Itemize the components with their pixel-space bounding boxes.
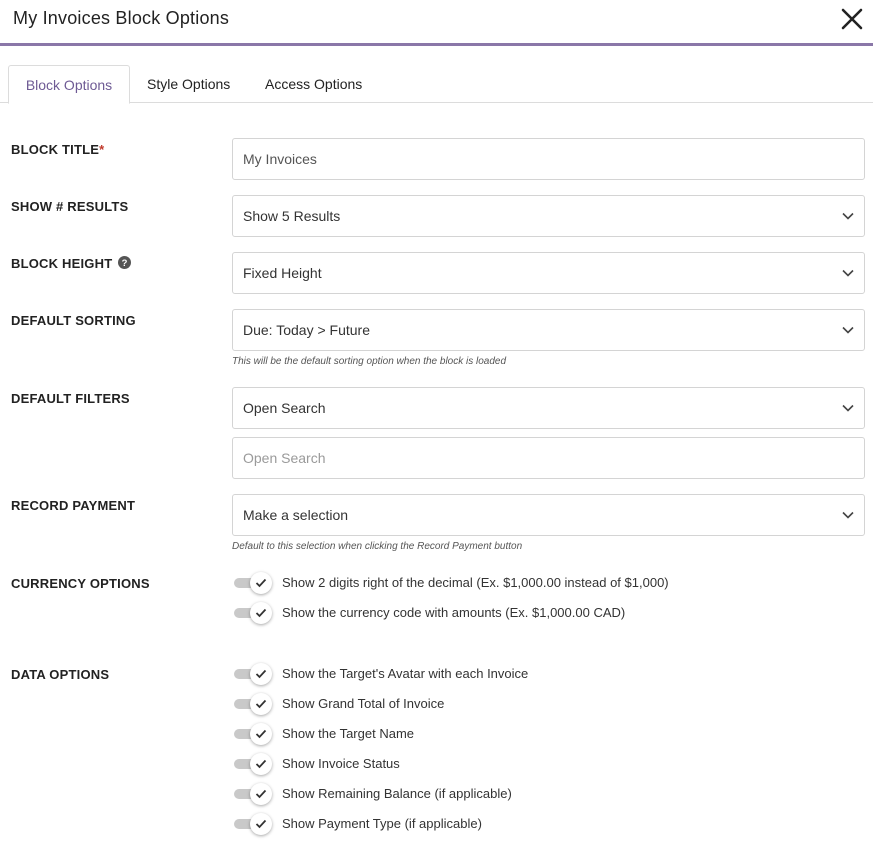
default-sorting-select[interactable] bbox=[232, 309, 865, 351]
grand-total-toggle[interactable] bbox=[233, 693, 273, 715]
avatar-toggle[interactable] bbox=[233, 663, 273, 685]
toggle-knob bbox=[250, 572, 272, 594]
invoice-status-toggle[interactable] bbox=[233, 753, 273, 775]
question-circle-icon[interactable] bbox=[118, 256, 131, 269]
toggle-knob bbox=[250, 753, 272, 775]
check-icon bbox=[255, 759, 267, 769]
payment-type-toggle[interactable] bbox=[233, 813, 273, 835]
toggle-knob bbox=[250, 602, 272, 624]
chevron-down-icon bbox=[842, 325, 854, 335]
record-payment-value: Make a selection bbox=[243, 507, 349, 523]
block-title-value: My Invoices bbox=[243, 151, 317, 167]
chevron-down-icon bbox=[842, 268, 854, 278]
toggle-knob bbox=[250, 723, 272, 745]
check-icon bbox=[255, 819, 267, 829]
remaining-balance-option-label: Show Remaining Balance (if applicable) bbox=[282, 786, 512, 801]
chevron-down-icon bbox=[842, 510, 854, 520]
data-options-label: DATA OPTIONS bbox=[11, 667, 110, 682]
toggle-knob bbox=[250, 663, 272, 685]
default-sorting-hint: This will be the default sorting option when the block is loaded bbox=[232, 356, 507, 367]
default-filters-label: DEFAULT FILTERS bbox=[11, 391, 130, 406]
remaining-balance-toggle[interactable] bbox=[233, 783, 273, 805]
chevron-down-icon bbox=[842, 211, 854, 221]
modal-title: My Invoices Block Options bbox=[13, 8, 230, 28]
toggle-knob bbox=[250, 693, 272, 715]
chevron-down-icon bbox=[842, 403, 854, 413]
default-sorting-value: Due: Today > Future bbox=[243, 322, 370, 338]
show-results-value: Show 5 Results bbox=[243, 208, 341, 224]
check-icon bbox=[255, 578, 267, 588]
currency-decimal-toggle[interactable] bbox=[233, 572, 273, 594]
record-payment-select[interactable] bbox=[232, 494, 865, 536]
search-input[interactable] bbox=[232, 437, 865, 479]
grand-total-option-label: Show Grand Total of Invoice bbox=[282, 696, 445, 711]
currency-decimal-label: Show 2 digits right of the decimal (Ex. $1,000.00 instead of $1,000) bbox=[282, 575, 669, 590]
default-filters-select[interactable] bbox=[232, 387, 865, 429]
block-height-value: Fixed Height bbox=[243, 265, 322, 281]
invoice-status-option-label: Show Invoice Status bbox=[282, 756, 400, 771]
svg-text:?: ? bbox=[121, 258, 128, 269]
search-placeholder: Open Search bbox=[243, 450, 326, 466]
payment-type-option-label: Show Payment Type (if applicable) bbox=[282, 816, 482, 831]
currency-options-label: CURRENCY OPTIONS bbox=[11, 576, 150, 591]
block-height-label: BLOCK HEIGHT bbox=[11, 256, 113, 271]
currency-code-label: Show the currency code with amounts (Ex. $1,000.00 CAD) bbox=[282, 605, 626, 620]
block-title-label-text: BLOCK TITLE bbox=[11, 142, 100, 157]
block-title-label bbox=[11, 142, 104, 157]
default-sorting-label: DEFAULT SORTING bbox=[11, 313, 136, 328]
toggle-knob bbox=[250, 783, 272, 805]
target-name-option-label: Show the Target Name bbox=[282, 726, 414, 741]
block-title-input[interactable] bbox=[232, 138, 865, 180]
avatar-option-label: Show the Target's Avatar with each Invoice bbox=[282, 666, 529, 681]
close-icon[interactable] bbox=[840, 7, 864, 31]
currency-code-toggle[interactable] bbox=[233, 602, 273, 624]
check-icon bbox=[255, 669, 267, 679]
check-icon bbox=[255, 699, 267, 709]
toggle-knob bbox=[250, 813, 272, 835]
check-icon bbox=[255, 729, 267, 739]
tab-access-options[interactable]: Access Options bbox=[265, 76, 363, 92]
target-name-toggle[interactable] bbox=[233, 723, 273, 745]
show-results-select[interactable] bbox=[232, 195, 865, 237]
required-mark: * bbox=[99, 142, 105, 157]
tab-style-options[interactable]: Style Options bbox=[147, 76, 231, 92]
default-filters-value: Open Search bbox=[243, 400, 326, 416]
modal-header bbox=[0, 0, 873, 46]
check-icon bbox=[255, 789, 267, 799]
show-results-label: SHOW # RESULTS bbox=[11, 199, 129, 214]
record-payment-hint: Default to this selection when clicking the Record Payment button bbox=[232, 541, 523, 552]
record-payment-label: RECORD PAYMENT bbox=[11, 498, 136, 513]
tab-bar bbox=[0, 65, 873, 103]
tab-block-options[interactable]: Block Options bbox=[8, 65, 130, 104]
block-height-select[interactable] bbox=[232, 252, 865, 294]
check-icon bbox=[255, 608, 267, 618]
